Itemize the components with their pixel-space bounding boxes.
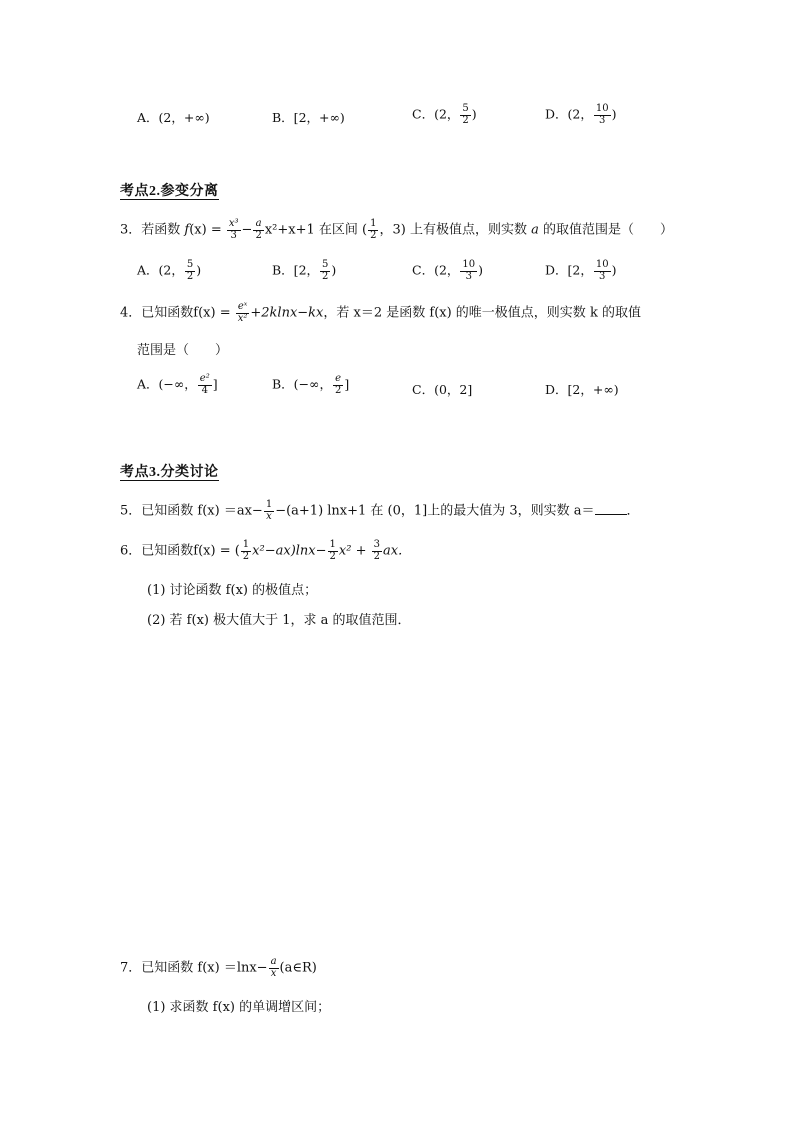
question-4-line2: 范围是（ ） — [137, 343, 229, 358]
q3-option-b: B．[2， $\frac{5}{2}$ ) — [272, 259, 337, 282]
q4-option-d: D．[2，+∞) — [545, 382, 619, 397]
question-6: 6．已知函数f(x) = ( $\frac{1}{2}$ x²−ax)lnx− $\frac{1}{2}$ x² + $\frac{3}{2}$ ax． — [120, 539, 412, 562]
option-d: D．(2， $\frac{10}{3}$ ) — [545, 103, 617, 126]
q4-option-a: A．(−∞， $\frac{\text{e²}}{4}$ ] — [137, 373, 218, 396]
option-b: B．[2，+∞) — [272, 110, 345, 125]
question-6-part-1: (1) 讨论函数 f(x) 的极值点； — [147, 583, 318, 598]
section-heading-3: 考点3.分类讨论 — [120, 464, 219, 480]
section-heading-2: 考点2.参变分离 — [120, 183, 219, 199]
answer-blank[interactable] — [595, 514, 627, 515]
q3-option-a: A．(2， $\frac{5}{2}$ ) — [137, 259, 202, 282]
q3-option-c: C．(2， $\frac{10}{3}$ ) — [412, 259, 484, 282]
q4-option-b: B．(−∞， $\frac{e}{2}$ ] — [272, 373, 350, 396]
question-5: 5．已知函数 f(x) ＝ax− $\frac{1}{x}$ −(a+1) lnx+1 在 (0，1]上的最大值为 3，则实数 a＝ ． — [120, 499, 640, 522]
question-3: 3．若函数 f(x) = $\frac{\text{x³}}{3}$ − $\frac{a}{2}$ x²+x+1 在区间 ( $\frac{1}{2}$ ，3) 上有极值点，则实数 a 的取值范围是（ ） — [120, 218, 673, 241]
q4-option-c: C．(0，2] — [412, 382, 473, 397]
question-4: 4．已知函数f(x) = $\frac{\text{eˣ}}{\text{x²}}$ +2klnx−kx，若 x＝2 是函数 f(x) 的唯一极值点，则实数 k 的取值 — [120, 301, 641, 324]
question-6-part-2: (2) 若 f(x) 极大值大于 1，求 a 的取值范围． — [147, 613, 411, 628]
question-7: 7．已知函数 f(x) ＝lnx− $\frac{a}{x}$ (a∈R) — [120, 956, 317, 979]
option-a: A．(2，+∞) — [137, 110, 210, 125]
option-c: C．(2， $\frac{5}{2}$ ) — [412, 103, 477, 126]
question-7-part-1: (1) 求函数 f(x) 的单调增区间； — [147, 1000, 331, 1015]
q3-option-d: D．[2， $\frac{10}{3}$ ) — [545, 259, 617, 282]
